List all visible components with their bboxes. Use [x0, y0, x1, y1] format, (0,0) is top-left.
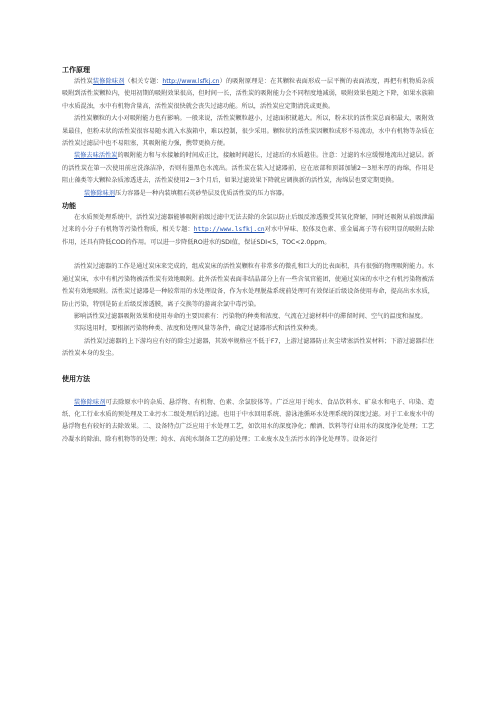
spacer — [62, 385, 434, 397]
url-link[interactable]: http://www.lsfkj.cn — [162, 78, 220, 85]
section-heading-function: 功能 — [62, 202, 76, 211]
function-paragraph-3: 影响活性炭过滤器吸附效果和使用寿命的主要因素有：污染物的种类和浓度、气流在过滤材料中的滞留时间、空气的温度和湿度。 — [74, 312, 427, 320]
principle-paragraph-4 — [62, 188, 434, 200]
text-span: 对水中异味、胶体及色素、重金属离子等有较明显的吸附去除作用，还具有降低COD的作用。可以进一步降低RO进水的SDI值，保证SDI<5，TOC<2.0ppm。 — [62, 226, 435, 246]
function-paragraph-2: 活性炭过滤器的工作是通过炭床来完成的，组成炭床的活性炭颗粒有非常多的微孔和巨大的比表面积，具有很强的物理吸附能力。水通过炭床，水中有机污染物被活性炭有效地吸附。此外活性炭表面非结晶部分上有一些含氧官能团，使通过炭床的水中之有机污染物被活性炭有效地吸附。活性炭过滤器是一种较常用的水处理设备，作为水处理脱盐系统前处理可有效保证后级设备使用寿命，提高出水水质，防止污染，特别是防止后级反渗透膜，离子交换等的游离余氯中毒污染。 — [62, 263, 434, 308]
keyword-link[interactable]: 装修除味剂 — [74, 398, 106, 406]
principle-paragraph-1 — [62, 76, 434, 113]
text-span: 可去除原水中的杂质、悬浮物、有机物、色素、余氯胶体等。广泛应用于纯水、食品饮料水、矿泉水和电子、印染、造纸、化工行业水质的预处理及工业污水二级处理后的过滤。也用于中水回用系统、游泳池循环水处理系统的深度过滤。对于工业废水中的悬浮物也有较好的去除效果。二、设备特点广泛应用于水处理工艺，如饮用水的深度净化；酿酒、饮料等行业用水的深度净化处理；工艺冷凝水的除油、除有机物等的处理；纯水、高纯水制备工艺的前处理；工业废水及生活污水的净化处理等。设备运行 — [62, 398, 435, 443]
usage-paragraph-1 — [62, 397, 434, 447]
section-heading-usage: 使用方法 — [62, 374, 90, 383]
url-link[interactable]: http://www.lsfkj.cn — [193, 226, 265, 234]
keyword-link[interactable]: 装修除味剂 — [92, 78, 125, 85]
function-paragraph-4: 实际选用时，要根据污染物种类、浓度和处理风量等条件，确定过滤器形式和活性炭种类。 — [74, 325, 322, 333]
principle-paragraph-2: 活性炭颗粒的大小对吸附能力也有影响。一般来说，活性炭颗粒越小，过滤面积就越大。所以，粉末状的活性炭总面积最大，吸附效果最佳，但粉末状的活性炭很容易随水流入水族箱中，难以控制，很少采用。颗粒状的活性炭因颗粒成形不易流动，水中有机物等杂质在活性炭过滤层中也不易阻塞，其吸附能力强，携带更换方便。 — [62, 115, 434, 148]
text-span: 在水质预处理系统中，活性炭过滤器能够吸附前级过滤中无法去除的余氯以防止后级反渗透膜受其氧化降解，同时还吸附从前级泄漏过来的小分子有机物等污染性物质，相关专题： — [62, 214, 434, 234]
document-page — [62, 64, 434, 446]
text-span: 活性炭 — [74, 78, 93, 85]
spacer — [62, 249, 434, 261]
text-span: （相关专题： — [124, 78, 163, 85]
text-span: ）的吸附原理是：在其颗粒表面形成一层平衡的表面浓度，再把有机物质杂质吸附到活性炭颗粒内，使用初期的吸附效果很高，但时间一长，活性炭的吸附能力会不同程度地减弱，吸附效果也随之下降，如果水族箱中水质混浊，水中有机物含量高，活性炭很快就会丧失过滤功能。所以，活性炭应定期清洗或更换。 — [62, 78, 435, 110]
function-paragraph-5: 活性炭过滤器的上下游均应有好的除尘过滤器，其效率规格应不低于F7，上游过滤器防止灰尘堵塞活性炭材料；下游过滤器拦住活性炭本身的发尘。 — [62, 337, 434, 358]
principle-paragraph-3 — [62, 150, 434, 187]
keyword-link[interactable]: 装修除味剂 — [84, 189, 115, 197]
section-heading-principle: 工作原理 — [62, 66, 90, 74]
text-span: 的吸附能力和与水接触的时间成正比，接触时间越长，过滤后的水质越佳。注意：过滤的水应缓慢地流出过滤层。新的活性炭在第一次使用前应洗涤洁净，否则有墨黑色水流出。活性炭在装入过滤器前，应在底部和顶部加铺2～3厘米厚的海绵，作用是阻止藻类等大颗粒杂质渗透进去，活性炭使用2～3个月后，如果过滤效果下降就应调换新的活性炭，海绵层也要定期更换。 — [62, 152, 434, 185]
function-paragraph-1 — [62, 212, 434, 249]
spacer — [62, 361, 434, 373]
text-span: 压力容器是一种内装填粗石英砂垫层及优质活性炭的压力容器。 — [114, 189, 289, 197]
keyword-link[interactable]: 装修去味活性炭 — [74, 152, 118, 160]
